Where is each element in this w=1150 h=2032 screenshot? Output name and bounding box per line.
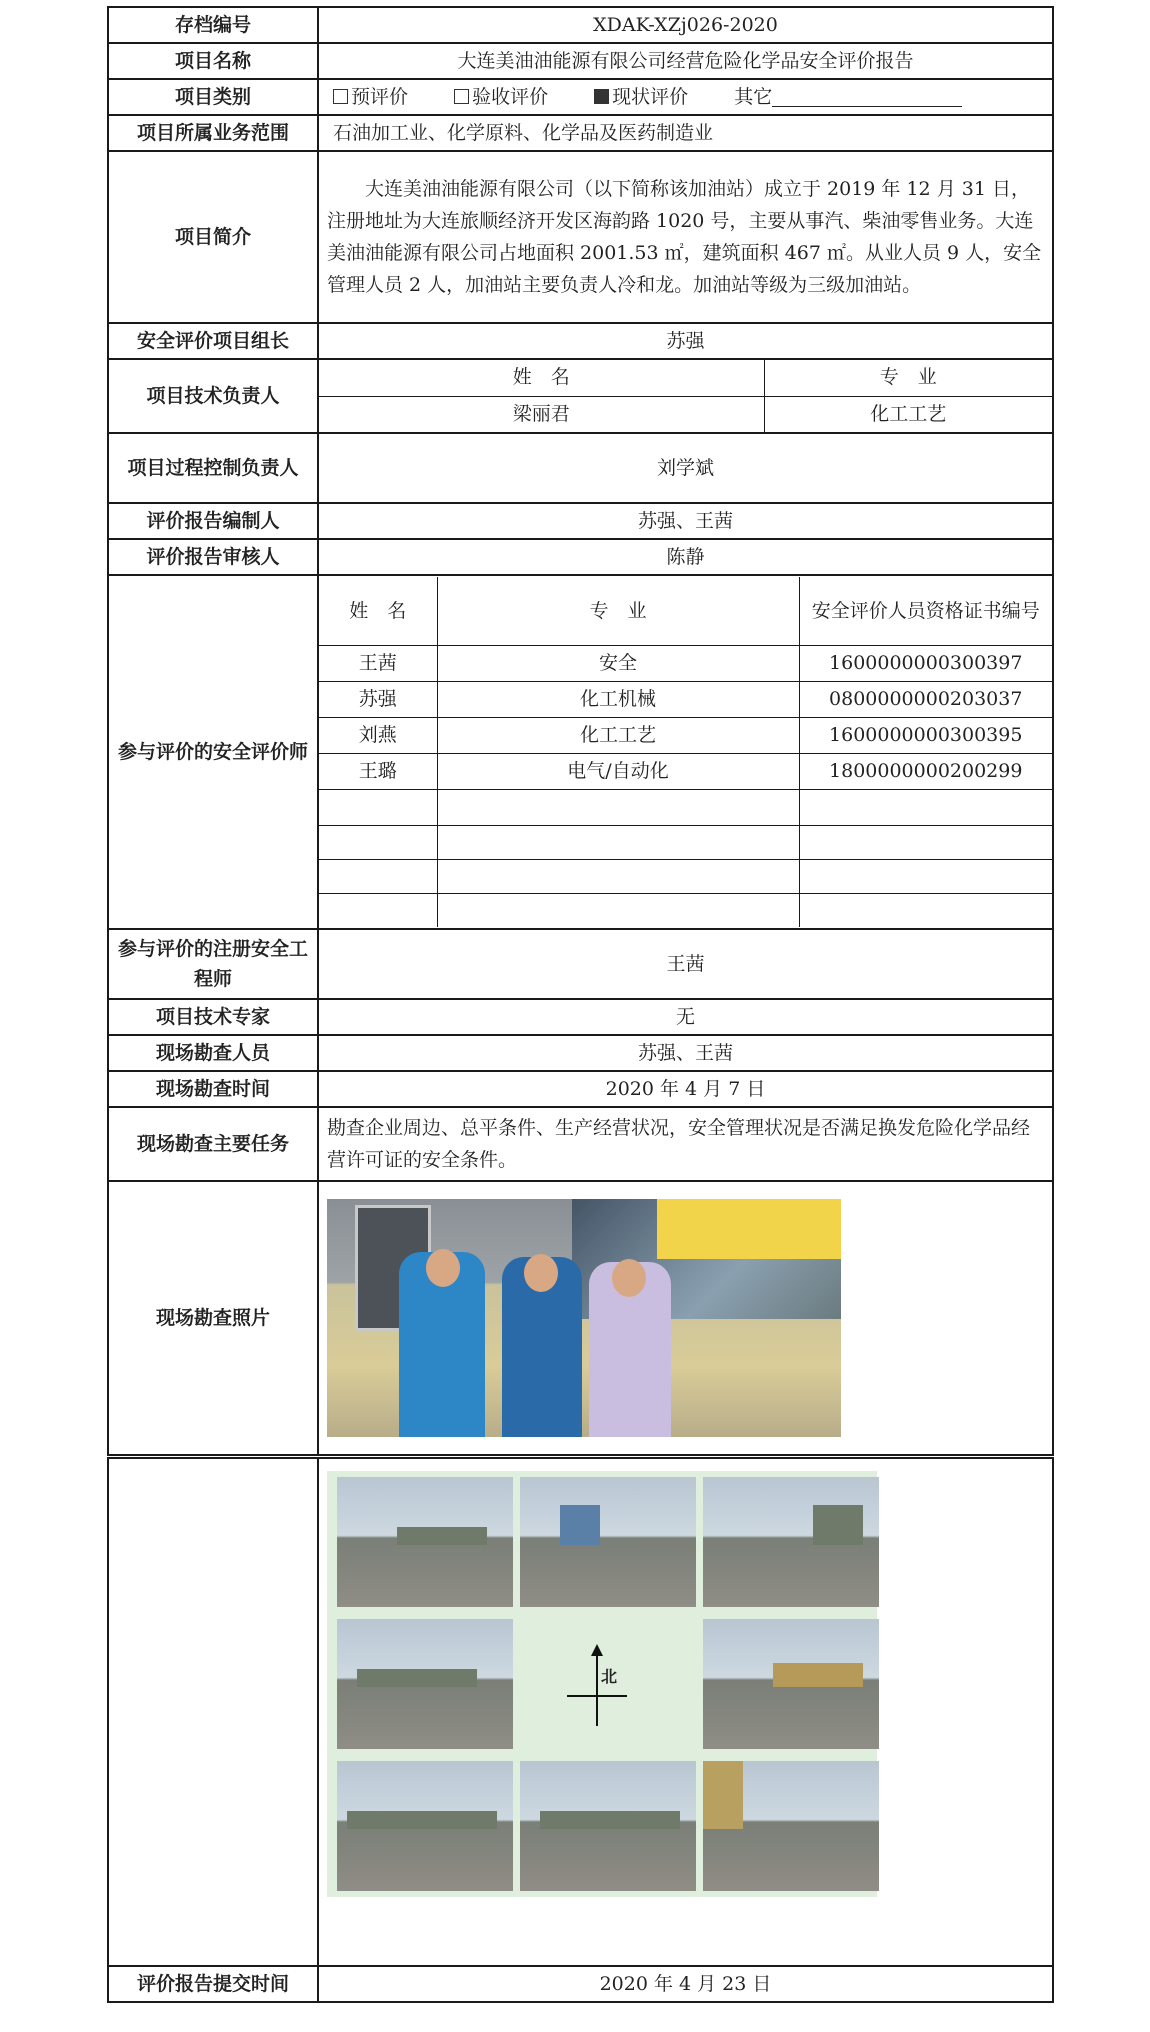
evaluator-cert: 0800000000203037 <box>799 681 1052 717</box>
surroundings-photo-e <box>703 1619 879 1749</box>
project-name-value: 大连美油油能源有限公司经营危险化学品安全评价报告 <box>318 43 1053 79</box>
evaluator-major: 化工机械 <box>437 681 799 717</box>
tech-lead-name-header: 姓 名 <box>319 360 764 396</box>
tech-lead-major-header: 专 业 <box>764 360 1052 396</box>
evaluator-cert: 1600000000300395 <box>799 717 1052 753</box>
evaluator-major-header: 专 业 <box>437 577 799 645</box>
table-row <box>319 859 1052 893</box>
project-type-options <box>318 79 1053 115</box>
surroundings-photo-w <box>337 1619 513 1749</box>
team-leader-label: 安全评价项目组长 <box>108 323 318 359</box>
tech-lead-major: 化工工艺 <box>764 396 1052 432</box>
surroundings-photo-ne <box>703 1477 879 1607</box>
submit-time-value: 2020 年 4 月 23 日 <box>318 1966 1053 2002</box>
evaluator-name: 刘燕 <box>319 717 437 753</box>
project-name-label: 项目名称 <box>108 43 318 79</box>
site-task-value: 勘查企业周边、总平条件、生产经营状况，安全管理状况是否满足换发危险化学品经营许可证的安全条件。 <box>318 1107 1053 1181</box>
archive-value: XDAK-XZj026-2020 <box>318 7 1053 43</box>
table-row <box>319 645 1052 681</box>
surroundings-photo-nw <box>337 1477 513 1607</box>
option-current-eval: 现状评价 <box>594 86 688 108</box>
site-time-value: 2020 年 4 月 7 日 <box>318 1071 1053 1107</box>
reviewer-value: 陈静 <box>318 539 1053 575</box>
table-row <box>319 893 1052 927</box>
option-acceptance-eval: 验收评价 <box>454 86 548 108</box>
compiler-label: 评价报告编制人 <box>108 503 318 539</box>
evaluator-name: 王茜 <box>319 645 437 681</box>
tech-lead-name: 梁丽君 <box>319 396 764 432</box>
evaluator-major: 化工工艺 <box>437 717 799 753</box>
reg-engineer-value: 王茜 <box>318 929 1053 999</box>
north-label: 北 <box>601 1667 618 1686</box>
evaluator-name: 苏强 <box>319 681 437 717</box>
archive-label: 存档编号 <box>108 7 318 43</box>
evaluators-table <box>319 577 1052 927</box>
compiler-value: 苏强、王茜 <box>318 503 1053 539</box>
north-compass <box>567 1646 627 1726</box>
table-row <box>319 825 1052 859</box>
table-row <box>319 753 1052 789</box>
site-photo-label: 现场勘查照片 <box>108 1181 318 1455</box>
tech-lead-label: 项目技术负责人 <box>108 359 318 433</box>
evaluator-cert-header: 安全评价人员资格证书编号 <box>799 577 1052 645</box>
checked-checkbox-icon <box>594 89 609 104</box>
table-row <box>319 717 1052 753</box>
evaluator-name: 王璐 <box>319 753 437 789</box>
info-table <box>107 6 1054 1456</box>
site-task-label: 现场勘查主要任务 <box>108 1107 318 1181</box>
site-staff-label: 现场勘查人员 <box>108 1035 318 1071</box>
site-inspection-photo <box>327 1199 841 1437</box>
business-scope-value: 石油加工业、化学原料、化学品及医药制造业 <box>318 115 1053 151</box>
surroundings-photo-se <box>703 1761 879 1891</box>
intro-label: 项目简介 <box>108 151 318 323</box>
evaluator-major: 安全 <box>437 645 799 681</box>
expert-value: 无 <box>318 999 1053 1035</box>
surroundings-table <box>107 1457 1054 2003</box>
checkbox-icon <box>454 89 469 104</box>
table-row <box>319 681 1052 717</box>
blank-line <box>772 86 962 107</box>
evaluators-label: 参与评价的安全评价师 <box>108 575 318 929</box>
surroundings-photo-n <box>520 1477 696 1607</box>
site-staff-value: 苏强、王茜 <box>318 1035 1053 1071</box>
evaluator-cert: 1800000000200299 <box>799 753 1052 789</box>
business-scope-label: 项目所属业务范围 <box>108 115 318 151</box>
checkbox-icon <box>333 89 348 104</box>
project-type-label: 项目类别 <box>108 79 318 115</box>
evaluator-major: 电气/自动化 <box>437 753 799 789</box>
tech-lead-table <box>319 360 1052 432</box>
evaluator-name-header: 姓 名 <box>319 577 437 645</box>
evaluator-cert: 1600000000300397 <box>799 645 1052 681</box>
table-row <box>319 789 1052 825</box>
team-leader-value: 苏强 <box>318 323 1053 359</box>
surroundings-photo-grid <box>327 1471 877 1897</box>
process-ctrl-value: 刘学斌 <box>318 433 1053 503</box>
submit-time-label: 评价报告提交时间 <box>108 1966 318 2002</box>
process-ctrl-label: 项目过程控制负责人 <box>108 433 318 503</box>
expert-label: 项目技术专家 <box>108 999 318 1035</box>
surroundings-label <box>108 1458 318 1966</box>
reg-engineer-label: 参与评价的注册安全工程师 <box>108 929 318 999</box>
surroundings-photo-s <box>520 1761 696 1891</box>
surroundings-photo-sw <box>337 1761 513 1891</box>
option-pre-eval: 预评价 <box>333 86 408 108</box>
reviewer-label: 评价报告审核人 <box>108 539 318 575</box>
site-time-label: 现场勘查时间 <box>108 1071 318 1107</box>
intro-text: 大连美油油能源有限公司（以下简称该加油站）成立于 2019 年 12 月 31 日，注册地址为大连旅顺经济开发区海韵路 1020 号，主要从事汽、柴油零售业务。大连美油油能源有限公司占地面积 2001.53 ㎡，建筑面积 467 ㎡。从业人员 9 人，安全管理人员 2 人，加油站主要负责人冷和龙。加油站等级为三级加油站。 <box>318 151 1053 323</box>
option-other: 其它 <box>734 86 962 108</box>
